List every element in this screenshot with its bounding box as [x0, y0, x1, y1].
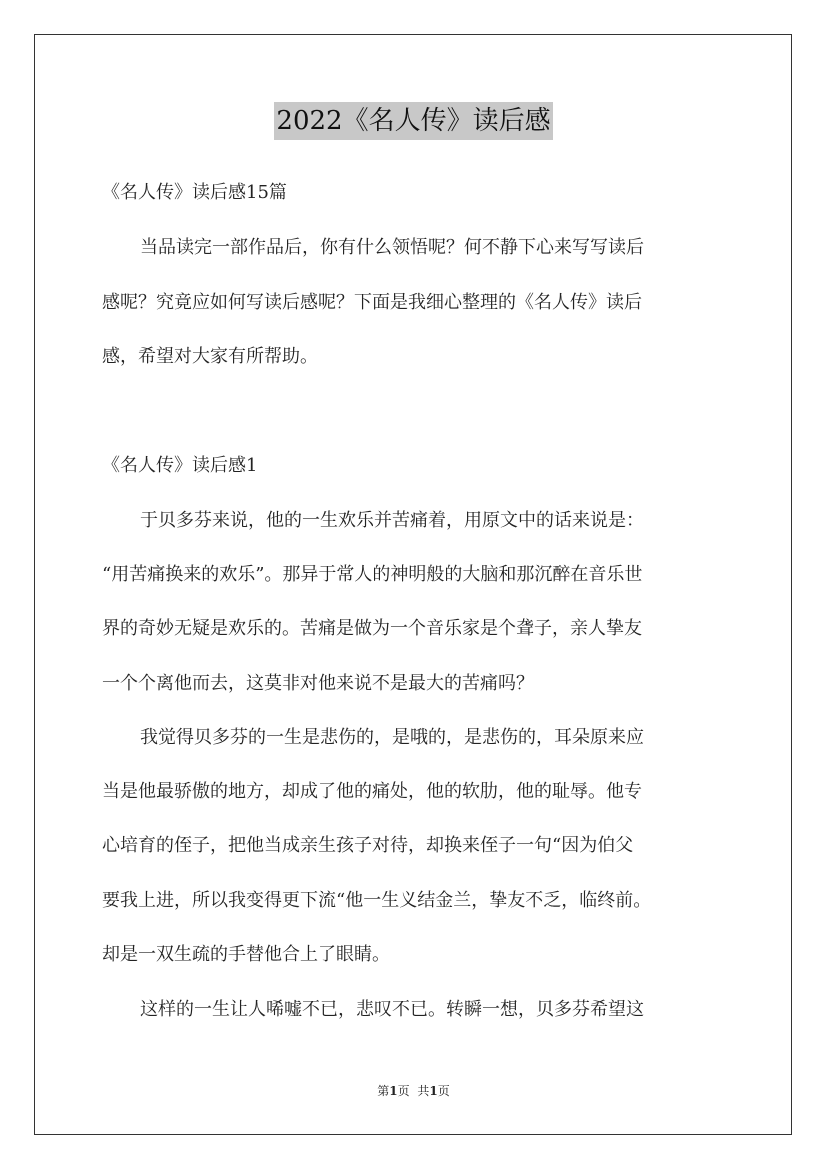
paragraph-line: 却是一双生疏的手替他合上了眼睛。 — [102, 944, 390, 965]
intro-line: 感呢？究竟应如何写读后感呢？下面是我细心整理的《名人传》读后 — [102, 292, 642, 313]
section-heading: 《名人传》读后感1 — [102, 455, 258, 476]
paragraph-line: 一个个离他而去，这莫非对他来说不是最大的苦痛吗？ — [102, 673, 534, 694]
intro-line: 当品读完一部作品后，你有什么领悟呢？何不静下心来写写读后 — [140, 237, 644, 258]
paragraph-line: 要我上进，所以我变得更下流“他一生义结金兰，挚友不乏，临终前。 — [102, 890, 652, 911]
paragraph-line: 于贝多芬来说，他的一生欢乐并苦痛着，用原文中的话来说是： — [140, 510, 644, 531]
title-container — [0, 102, 827, 140]
paragraph-line: 当是他最骄傲的地方，却成了他的痛处，他的软肋，他的耻辱。他专 — [102, 781, 642, 802]
footer-page-suffix: 页 — [397, 1084, 410, 1098]
paragraph-line: “用苦痛换来的欢乐”。那异于常人的神明般的大脑和那沉醉在音乐世 — [102, 564, 643, 585]
footer-total-suffix: 页 — [437, 1084, 450, 1098]
document-subtitle: 《名人传》读后感15篇 — [102, 182, 287, 203]
page-footer — [0, 1083, 827, 1099]
paragraph-line: 心培育的侄子，把他当成亲生孩子对待，却换来侄子一句“因为伯父 — [102, 835, 634, 856]
intro-line: 感，希望对大家有所帮助。 — [102, 346, 318, 367]
footer-page-prefix: 第 — [377, 1084, 390, 1098]
footer-total-prefix: 共 — [417, 1084, 430, 1098]
footer-total-pages: 1 — [429, 1084, 438, 1098]
paragraph-line: 我觉得贝多芬的一生是悲伤的，是哦的，是悲伤的，耳朵原来应 — [140, 727, 644, 748]
document-title: 2022《名人传》读后感 — [274, 102, 552, 140]
footer-page-number: 1 — [389, 1084, 398, 1098]
paragraph-line: 这样的一生让人唏嘘不已，悲叹不已。转瞬一想，贝多芬希望这 — [140, 999, 644, 1020]
paragraph-line: 界的奇妙无疑是欢乐的。苦痛是做为一个音乐家是个聋子，亲人挚友 — [102, 618, 642, 639]
